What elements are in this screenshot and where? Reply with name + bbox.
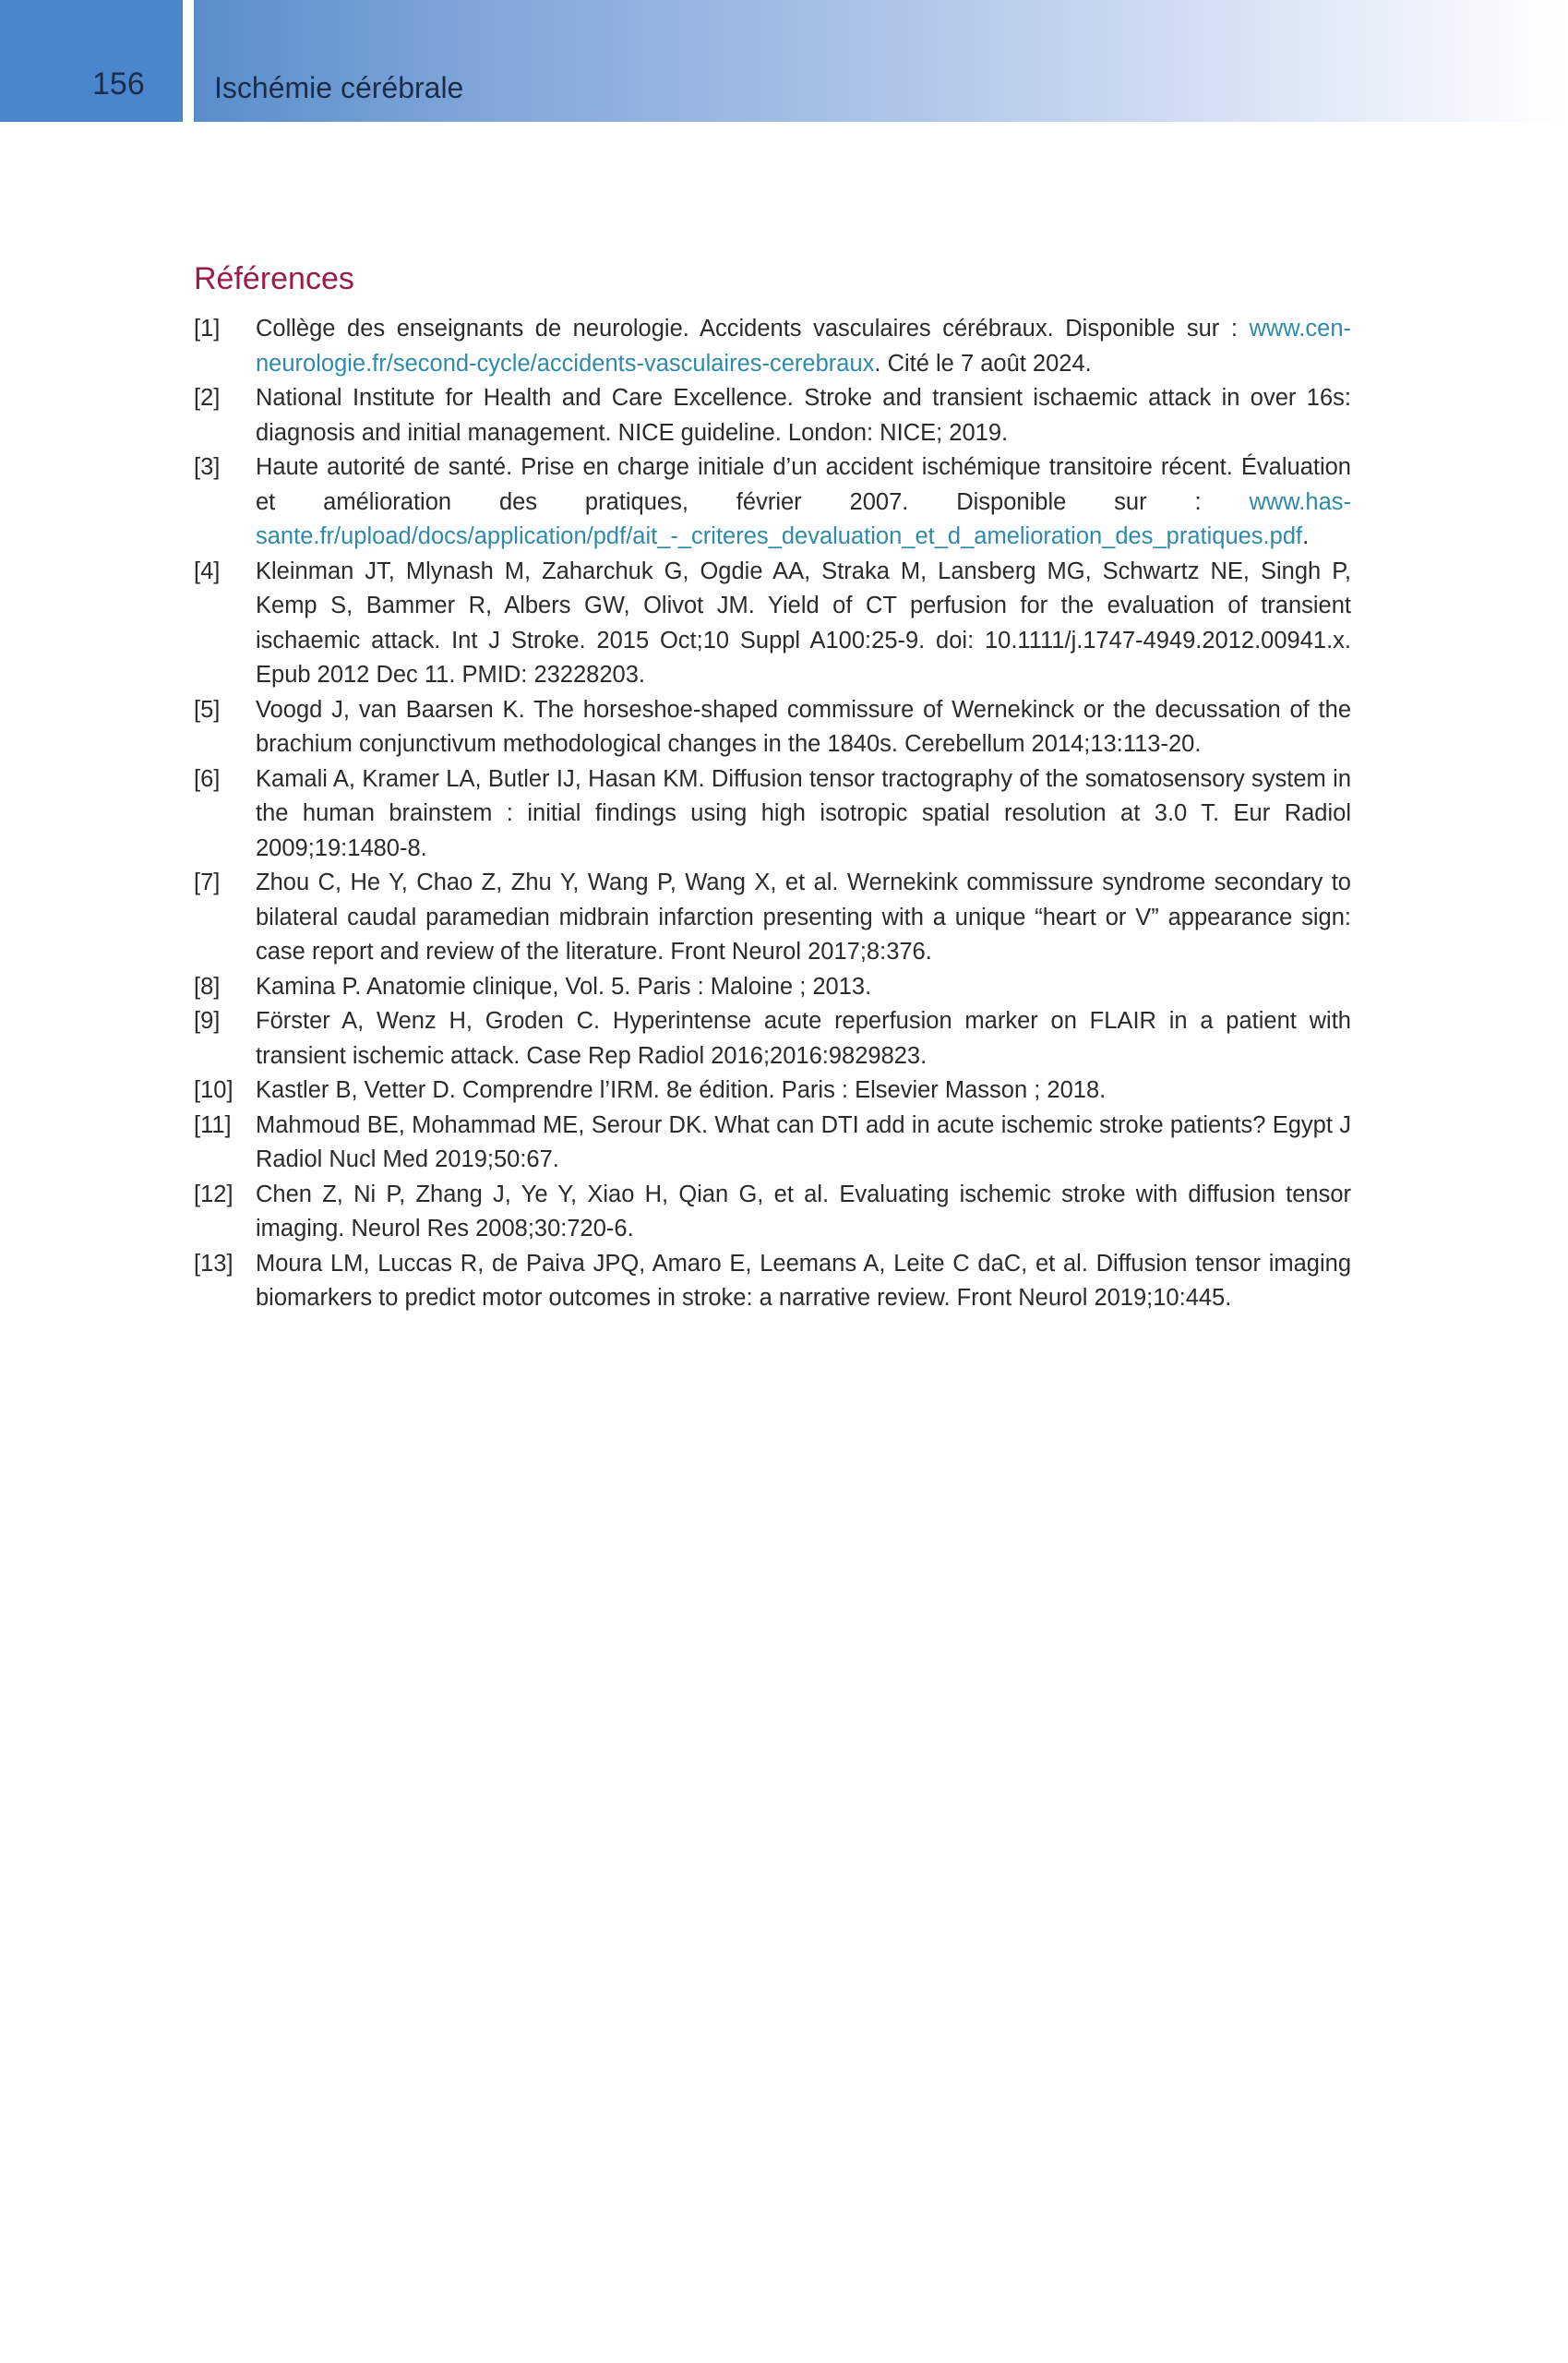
reference-number: [11]	[194, 1111, 232, 1138]
reference-number: [10]	[194, 1077, 233, 1103]
reference-item	[194, 970, 1351, 1005]
header-separator	[183, 0, 194, 122]
reference-number: [6]	[194, 765, 221, 792]
reference-item	[194, 762, 1351, 867]
reference-text-end: .	[1302, 523, 1310, 549]
reference-number: [9]	[194, 1008, 221, 1034]
reference-item	[194, 1074, 1351, 1109]
reference-link[interactable]: www.cen-neurologie.fr/second-cycle/accidents-vasculaires-cerebraux	[256, 316, 1351, 377]
page-number: 156	[92, 66, 145, 102]
reference-text: Kamina P. Anatomie clinique, Vol. 5. Paris : Maloine ; 2013.	[256, 973, 872, 1000]
reference-text: Moura LM, Luccas R, de Paiva JPQ, Amaro E, Leemans A, Leite C daC, et al. Diffusion tensor imaging biomarkers to predict motor outcomes in stroke: a narrative review. Front Neurol 2019;10:445.	[256, 1250, 1351, 1311]
reference-text-end: . Cité le 7 août 2024.	[874, 350, 1092, 377]
reference-text: Zhou C, He Y, Chao Z, Zhu Y, Wang P, Wang X, et al. Wernekink commissure syndrome secondary to bilateral caudal paramedian midbrain infarction presenting with a unique “heart or V” appearance sign: case report and review of the literature. Front Neurol 2017;8:376.	[256, 870, 1351, 965]
reference-item	[194, 1004, 1351, 1074]
reference-text: Kamali A, Kramer LA, Butler IJ, Hasan KM. Diffusion tensor tractography of the somatosensory system in the human brainstem : initial findings using high isotropic spatial resolution at 3.0 T. Eur Radiol 2009;19:1480-8.	[256, 765, 1351, 861]
reference-number: [8]	[194, 973, 221, 1000]
reference-number: [4]	[194, 558, 221, 584]
reference-item	[194, 381, 1351, 450]
reference-text: National Institute for Health and Care Excellence. Stroke and transient ischaemic attack in over 16s: diagnosis and initial management. NICE guideline. London: NICE; 2019.	[256, 385, 1351, 446]
reference-text: Haute autorité de santé. Prise en charge initiale d’un accident ischémique transitoire récent. Évaluation et amélioration des pratiques, février 2007. Disponible sur :	[256, 454, 1351, 515]
reference-item	[194, 555, 1351, 693]
reference-number: [3]	[194, 454, 221, 480]
reference-text: Voogd J, van Baarsen K. The horseshoe-shaped commissure of Wernekinck or the decussation of the brachium conjunctivum methodological changes in the 1840s. Cerebellum 2014;13:113-20.	[256, 696, 1351, 757]
reference-number: [12]	[194, 1181, 233, 1207]
reference-number: [13]	[194, 1250, 233, 1277]
reference-link[interactable]: www.has-sante.fr/upload/docs/application/pdf/ait_-_criteres_devaluation_et_d_amelioration_des_pratiques.pdf	[256, 488, 1351, 549]
reference-text: Collège des enseignants de neurologie. Accidents vasculaires cérébraux. Disponible sur :	[256, 316, 1250, 342]
reference-text: Chen Z, Ni P, Zhang J, Ye Y, Xiao H, Qian G, et al. Evaluating ischemic stroke with diffusion tensor imaging. Neurol Res 2008;30:720-6.	[256, 1181, 1351, 1241]
reference-item	[194, 1178, 1351, 1247]
chapter-title: Ischémie cérébrale	[214, 71, 464, 104]
reference-item	[194, 693, 1351, 762]
reference-number: [1]	[194, 316, 221, 342]
reference-item	[194, 312, 1351, 381]
reference-text: Mahmoud BE, Mohammad ME, Serour DK. What can DTI add in acute ischemic stroke patients? Egypt J Radiol Nucl Med 2019;50:67.	[256, 1111, 1351, 1172]
reference-item	[194, 866, 1351, 970]
reference-text: Förster A, Wenz H, Groden C. Hyperintense acute reperfusion marker on FLAIR in a patient with transient ischemic attack. Case Rep Radiol 2016;2016:9829823.	[256, 1008, 1351, 1069]
section-title: Références	[194, 261, 354, 296]
reference-item	[194, 1109, 1351, 1178]
reference-number: [7]	[194, 870, 221, 895]
reference-number: [5]	[194, 696, 221, 723]
reference-text: Kleinman JT, Mlynash M, Zaharchuk G, Ogdie AA, Straka M, Lansberg MG, Schwartz NE, Singh P, Kemp S, Bammer R, Albers GW, Olivot JM. Yield of CT perfusion for the evaluation of transient ischaemic attack. Int J Stroke. 2015 Oct;10 Suppl A100:25-9. doi: 10.1111/j.1747-4949.2012.00941.x. Epub 2012 Dec 11. PMID: 23228203.	[256, 558, 1351, 688]
reference-text: Kastler B, Vetter D. Comprendre l’IRM. 8e édition. Paris : Elsevier Masson ; 2018.	[256, 1077, 1107, 1103]
page-number-box	[0, 0, 183, 122]
page-header	[0, 0, 1568, 122]
reference-number: [2]	[194, 385, 221, 411]
reference-item	[194, 1247, 1351, 1316]
reference-item	[194, 450, 1351, 555]
reference-list	[194, 312, 1351, 1316]
